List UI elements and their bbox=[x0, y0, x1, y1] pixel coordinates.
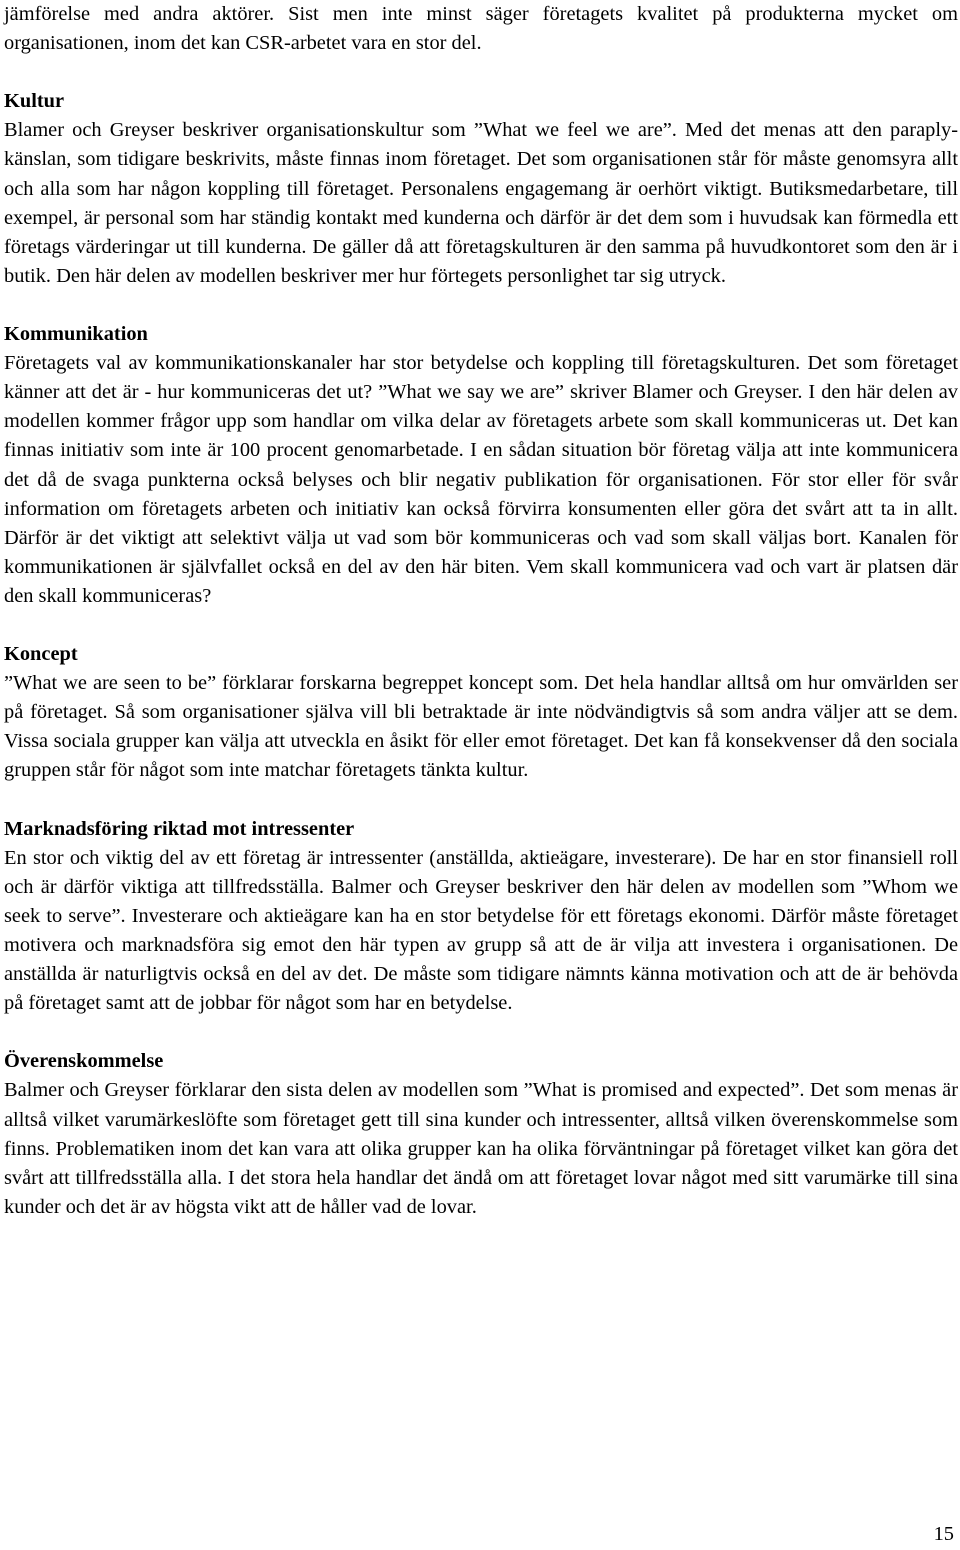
body-kommunikation: Företagets val av kommunikationskanaler har stor betydelse och koppling till företagskulturen. Det som företaget känner att det är - hur kommuniceras det ut? ”What we say we are” skriver Blamer och Greyser. I den här delen av modellen kommer frågor upp som handlar om vilka delar av företagets arbete som skall kommuniceras ut. Det kan finnas initiativ som inte är 100 procent genomarbetade. I en sådan situation bör företag välja att inte kommunicera det då de svaga punkterna också belyses och blir negativ publikation för organisationen. För stor eller för svår information om företagets arbeten och initiativ kan också förvirra konsumenten eller göra det svårt att ta in allt. Därför är det viktigt att selektivt välja ut vad som bör kommuniceras och vad som skall väljas bort. Kanalen för kommunikationen är självfallet också en del av den här biten. Vem skall kommunicera vad och vart är platsen där den skall kommuniceras? bbox=[4, 352, 958, 607]
body-koncept: ”What we are seen to be” förklarar forskarna begreppet koncept som. Det hela handlar alltså om hur omvärlden ser på företaget. Så som organisationer själva vill bli betraktade är inte nödvändigtvis så som andra väljer att se dem. Vissa sociala grupper kan välja att utveckla en åsikt för eller emot företaget. Det kan få konsekvenser då den sociala gruppen står för något som inte matchar företagets tänkta kultur. bbox=[4, 672, 958, 782]
page-number: 15 bbox=[933, 1523, 954, 1545]
body-marknadsforing: En stor och viktig del av ett företag är intressenter (anställda, aktieägare, investerare). De har en stor finansiell roll och är därför viktiga att tillfredsställa. Balmer och Greyser beskriver den här delen av modellen som ”Whom we seek to serve”. Investerare och aktieägare kan ha en stor betydelse för ett företags ekonomi. Därför måste företaget motivera och marknadsföra sig emot den här typen av grupp så att de är vilja att investera i organisationen. De anställda är naturligtvis också en del av det. De måste som tidigare nämnts känna motivation och att de är behövda på företaget samt att de jobbar för något som har en betydelse. bbox=[4, 846, 958, 1015]
heading-koncept: Koncept bbox=[4, 643, 78, 666]
heading-kultur: Kultur bbox=[4, 90, 65, 113]
body-overenskommelse: Balmer och Greyser förklarar den sista delen av modellen som ”What is promised and expected”. Det som menas är alltså vilket varumärkeslöfte som företaget gett till sina kunder och intressenter, alltså vilken överenskommelse som finns. Problematiken inom det kan vara att olika grupper kan ha olika förväntningar på företaget vilket kan göra det svårt att tillfredsställa alla. I det stora hela handlar det ändå om att företaget lovar något med sitt varumärke till sina kunder och det är av högsta vikt att de håller vad de lovar. bbox=[4, 1079, 958, 1218]
heading-marknadsforing: Marknadsföring riktad mot intressenter bbox=[4, 817, 355, 840]
heading-overenskommelse: Överenskommelse bbox=[4, 1050, 164, 1073]
paragraph-gap bbox=[4, 611, 958, 640]
document-page bbox=[4, 0, 958, 1222]
paragraph-gap bbox=[4, 1018, 958, 1047]
body-kultur: Blamer och Greyser beskriver organisationskultur som ”What we feel we are”. Med det menas att den paraply-känslan, som tidigare beskrivits, måste finnas inom företaget. Det som organisationen står för måste genomsyra allt och alla som har någon koppling till företaget. Personalens engagemang är oerhört viktigt. Butiksmedarbetare, till exempel, är personal som har ständig kontakt med kunderna och därför är det dem som i huvudsak kan förmedla ett företags värderingar ut till kunderna. De gäller då att företagskulturen är den samma på huvudkontoret som den är i butik. Den här delen av modellen beskriver mer hur förtegets personlighet tar sig utryck. bbox=[4, 119, 958, 287]
intro-paragraph: jämförelse med andra aktörer. Sist men inte minst säger företagets kvalitet på produkterna mycket om organisationen, inom det kan CSR-arbetet vara en stor del. bbox=[4, 3, 958, 55]
paragraph-gap bbox=[4, 291, 958, 320]
paragraph-gap bbox=[4, 58, 958, 87]
paragraph-gap bbox=[4, 786, 958, 815]
heading-kommunikation: Kommunikation bbox=[4, 323, 148, 346]
